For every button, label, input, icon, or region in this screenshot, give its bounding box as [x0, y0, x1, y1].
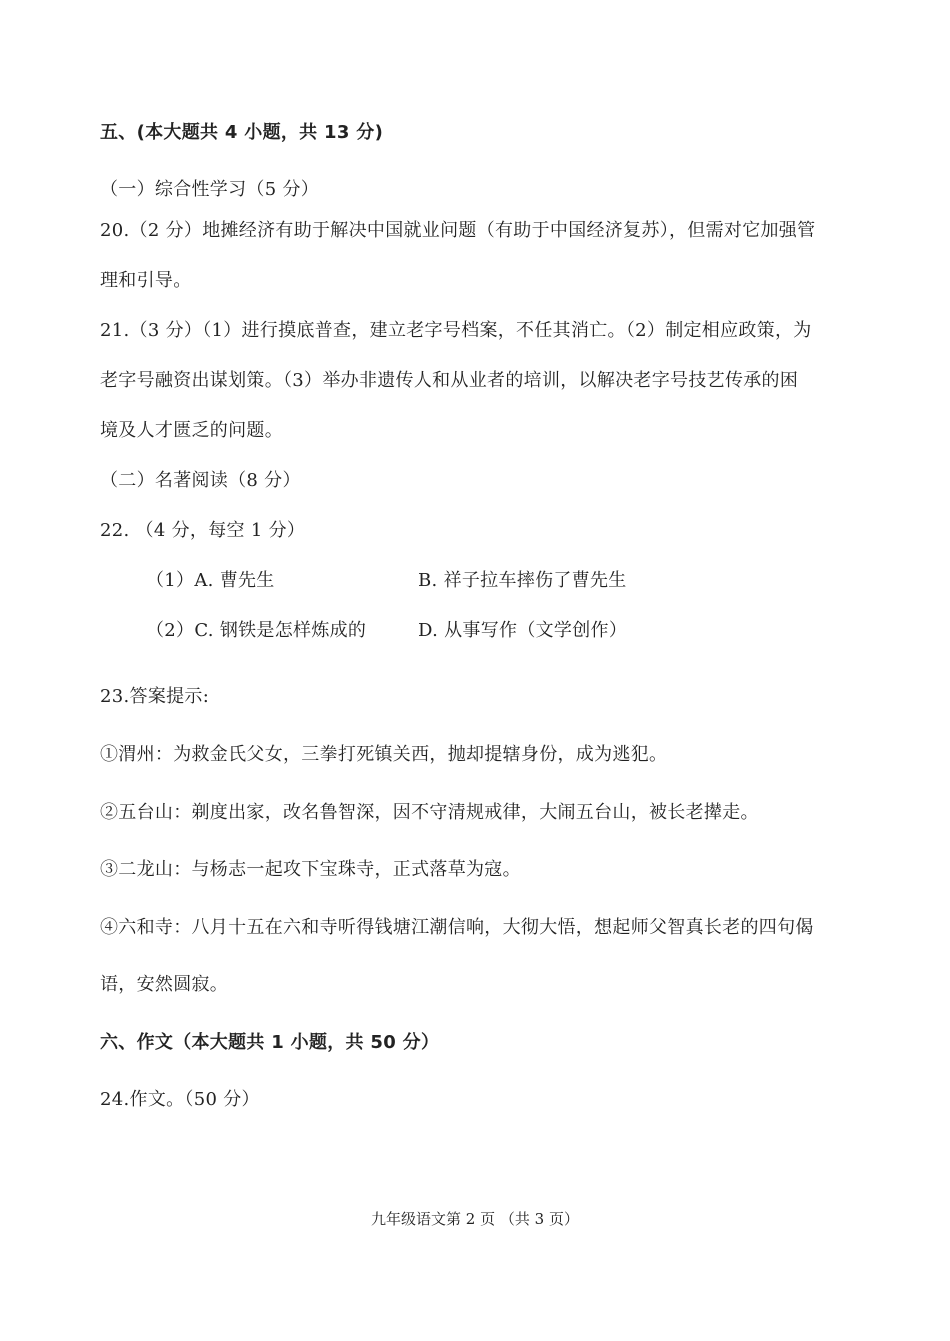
q20-line2: 理和引导。 — [100, 270, 192, 291]
part1-title: （一）综合性学习（5 分） — [100, 179, 320, 200]
q23-item-2: ②五台山：剃度出家，改名鲁智深，因不守清规戒律，大闹五台山，被长老撵走。 — [100, 802, 759, 823]
section5-heading: 五、(本大题共 4 小题，共 13 分) — [100, 122, 384, 143]
q21-line2: 老字号融资出谋划策。（3）举办非遗传人和从业者的培训，以解决老字号技艺传承的困 — [100, 370, 799, 391]
section6-heading: 六、作文（本大题共 1 小题，共 50 分） — [100, 1032, 440, 1053]
q20-line1: 20.（2 分）地摊经济有助于解决中国就业问题（有助于中国经济复苏），但需对它加强管 — [100, 220, 816, 241]
q23-item-3: ③二龙山：与杨志一起攻下宝珠寺，正式落草为寇。 — [100, 859, 521, 880]
q22-answer-1a: （1）A. 曹先生 — [146, 570, 275, 591]
q23-item-1: ①渭州：为救金氏父女，三拳打死镇关西，抛却提辖身份，成为逃犯。 — [100, 744, 668, 765]
q22-answer-2b: D. 从事写作（文学创作） — [418, 620, 628, 641]
q21-line3: 境及人才匮乏的问题。 — [100, 420, 283, 441]
page-footer: 九年级语文第 2 页 （共 3 页） — [371, 1210, 579, 1228]
q22-title: 22. （4 分，每空 1 分） — [100, 520, 306, 541]
q23-title: 23.答案提示: — [100, 686, 210, 707]
q21-line1: 21.（3 分）（1）进行摸底普查，建立老字号档案，不任其消亡。（2）制定相应政策，为 — [100, 320, 812, 341]
part2-title: （二）名著阅读（8 分） — [100, 470, 301, 491]
q24: 24.作文。（50 分） — [100, 1089, 260, 1110]
q22-answer-1b: B. 祥子拉车摔伤了曹先生 — [418, 570, 627, 591]
q23-item-4-line1: ④六和寺：八月十五在六和寺听得钱塘江潮信响，大彻大悟，想起师父智真长老的四句偈 — [100, 917, 814, 938]
q23-item-4-line2: 语，安然圆寂。 — [100, 974, 229, 995]
q22-answer-2a: （2）C. 钢铁是怎样炼成的 — [146, 620, 367, 641]
